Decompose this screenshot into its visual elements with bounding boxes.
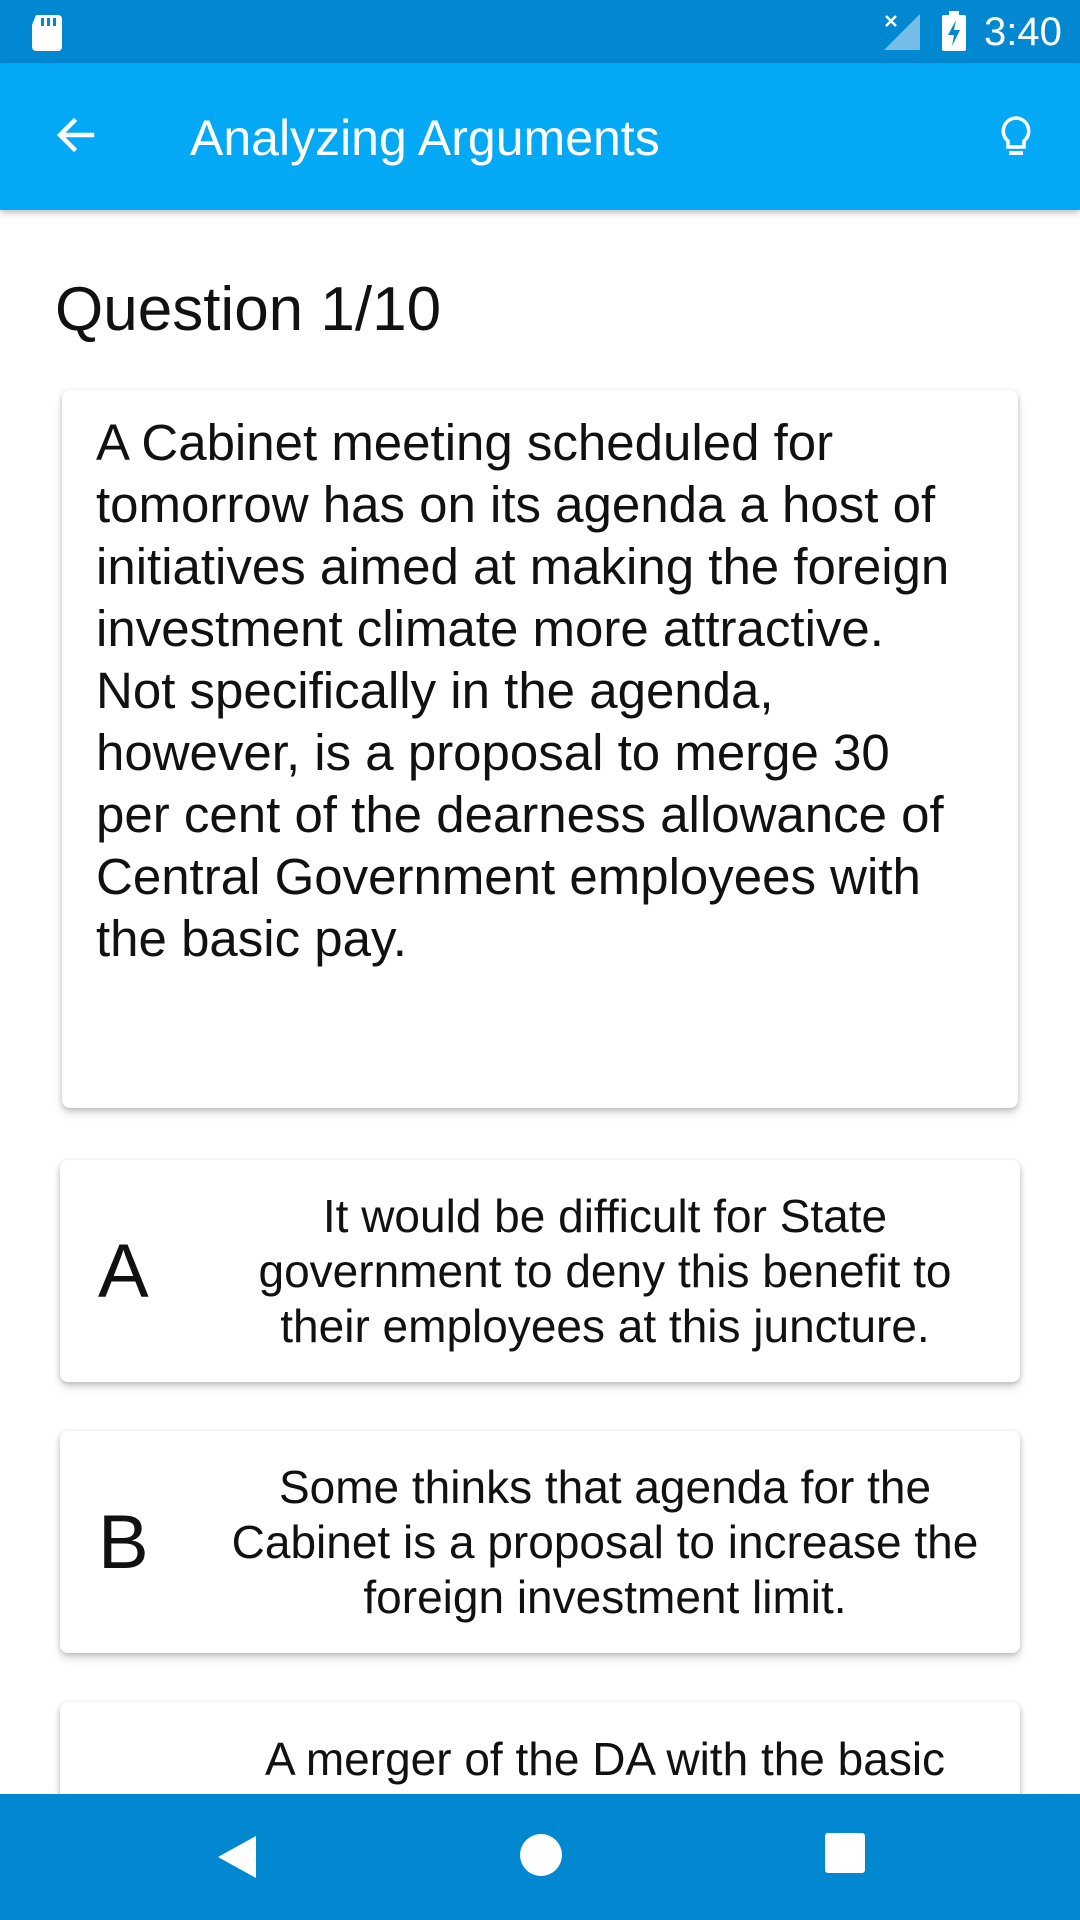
option-a-card[interactable] xyxy=(60,1160,1020,1382)
status-clock: 3:40 xyxy=(984,10,1062,54)
nav-recents-icon[interactable] xyxy=(824,1832,866,1874)
passage-card xyxy=(62,390,1018,1108)
lightbulb-icon xyxy=(1000,115,1032,159)
arrow-back-icon xyxy=(52,111,100,159)
page-title: Analyzing Arguments xyxy=(190,110,660,166)
question-counter: Question 1/10 xyxy=(55,275,442,344)
option-text: A merger of the DA with the basic xyxy=(264,1733,946,1785)
option-letter: B xyxy=(98,1499,149,1585)
app-bar xyxy=(0,63,1080,210)
option-b-card[interactable] xyxy=(60,1431,1020,1653)
back-button[interactable] xyxy=(44,103,108,167)
nav-back-icon[interactable] xyxy=(212,1832,262,1882)
status-bar xyxy=(0,0,1080,63)
sd-card-icon xyxy=(30,13,64,51)
battery-charging-icon xyxy=(942,11,966,51)
navigation-bar xyxy=(0,1794,1080,1920)
option-letter: A xyxy=(98,1228,149,1314)
option-text: It would be difficult for State government to deny this benefit to their employees at this juncture. xyxy=(258,1189,952,1352)
signal-off-icon xyxy=(882,12,922,52)
hint-button[interactable] xyxy=(990,109,1042,165)
nav-home-icon[interactable] xyxy=(518,1832,564,1878)
passage-text: A Cabinet meeting scheduled for tomorrow has on its agenda a host of initiatives aimed at making the foreign investment climate more attractive. Not specifically in the agenda, however, is a proposal to merge 30 per cent of the dearness allowance of Central Government employees with the basic pay. xyxy=(96,414,950,967)
option-text: Some thinks that agenda for the Cabinet is a proposal to increase the foreign investment limit. xyxy=(231,1460,979,1623)
